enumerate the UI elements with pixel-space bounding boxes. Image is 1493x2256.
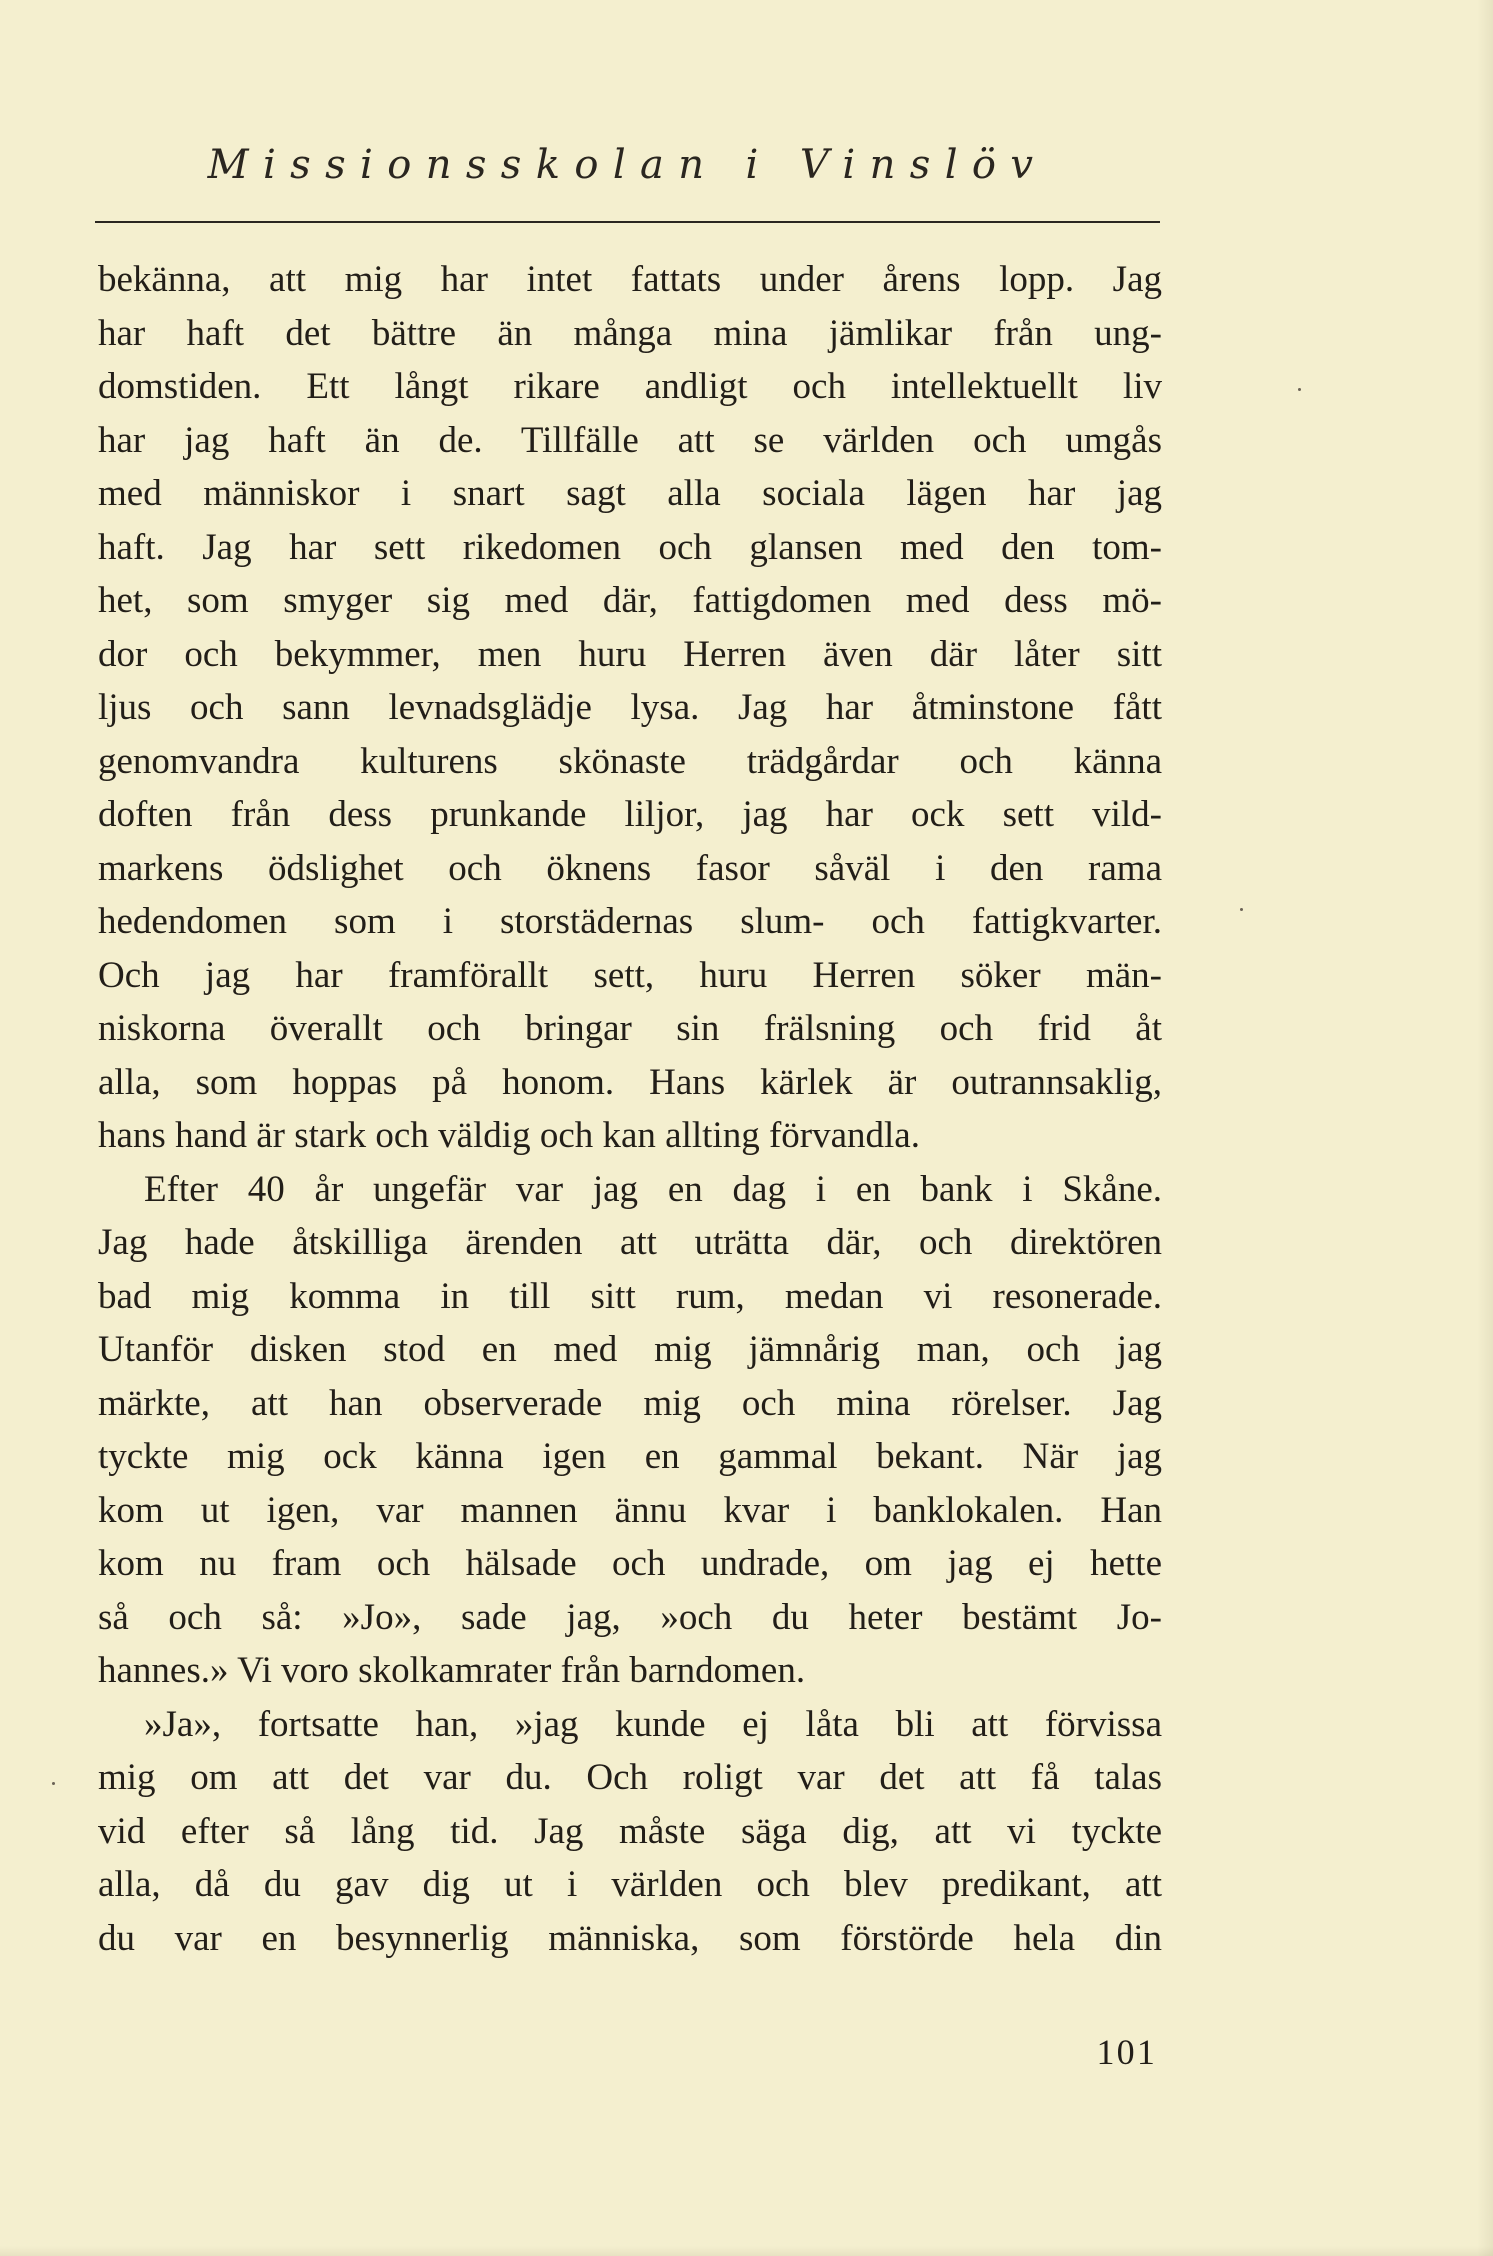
text-line: ljus och sann levnadsglädje lysa. Jag har åtminstone fått — [98, 687, 1162, 728]
text-line: har jag haft än de. Tillfälle att se världen och umgås — [98, 419, 1162, 461]
header-rule — [95, 221, 1160, 223]
text-line: domstiden. Ett långt rikare andligt och intellektuellt liv — [98, 366, 1162, 407]
text-line: alla, som hoppas på honom. Hans kärlek är outrannsaklig, — [98, 1061, 1162, 1103]
text-line: hans hand är stark och väldig och kan allting förvandla. — [98, 1115, 920, 1156]
paragraph — [98, 253, 1162, 1163]
paragraph — [98, 1163, 1162, 1698]
text-line: kom nu fram och hälsade och undrade, om jag ej hette — [98, 1543, 1162, 1584]
paper-speck — [1298, 388, 1301, 391]
text-line: vid efter så lång tid. Jag måste säga dig, att vi tyckte — [98, 1810, 1162, 1852]
text-line: kom ut igen, var mannen ännu kvar i banklokalen. Han — [98, 1489, 1162, 1531]
text-line: märkte, att han observerade mig och mina rörelser. Jag — [98, 1382, 1162, 1424]
running-head: Missionsskolan i Vinslöv — [207, 142, 1048, 188]
page-edge-shadow-bottom — [0, 2246, 1493, 2256]
text-line: Utanför disken stod en med mig jämnårig man, och jag — [98, 1329, 1162, 1370]
text-line: »Ja», fortsatte han, »jag kunde ej låta bli att förvissa — [144, 1703, 1162, 1745]
text-line: doften från dess prunkande liljor, jag har ock sett vild- — [98, 794, 1162, 835]
paragraph — [98, 1698, 1162, 1966]
text-line: med människor i snart sagt alla sociala lägen har jag — [98, 473, 1162, 514]
text-line: genomvandra kulturens skönaste trädgårdar och känna — [98, 740, 1162, 782]
text-line: markens ödslighet och öknens fasor såväl i den rama — [98, 847, 1162, 889]
text-line: bekänna, att mig har intet fattats under årens lopp. Jag — [98, 259, 1162, 300]
text-line: dor och bekymmer, men huru Herren även där låter sitt — [98, 633, 1162, 675]
text-line: het, som smyger sig med där, fattigdomen med dess mö- — [98, 580, 1162, 621]
text-line: har haft det bättre än många mina jämlikar från ung- — [98, 312, 1162, 354]
text-line: haft. Jag har sett rikedomen och glansen med den tom- — [98, 526, 1162, 568]
text-line: hedendomen som i storstädernas slum- och fattigkvarter. — [98, 901, 1162, 942]
text-line: du var en besynnerlig människa, som förstörde hela din — [98, 1917, 1162, 1959]
text-line: niskorna överallt och bringar sin frälsning och frid åt — [98, 1008, 1162, 1049]
text-line: hannes.» Vi voro skolkamrater från barndomen. — [98, 1650, 806, 1691]
paper-speck — [1240, 908, 1243, 911]
page-number: 101 — [1096, 2032, 1157, 2072]
text-line: Jag hade åtskilliga ärenden att uträtta där, och direktören — [98, 1222, 1162, 1263]
page-edge-shadow-right — [1477, 0, 1493, 2256]
text-line: Efter 40 år ungefär var jag en dag i en bank i Skåne. — [144, 1168, 1162, 1210]
text-line: Och jag har framförallt sett, huru Herren söker män- — [98, 954, 1162, 996]
text-line: alla, då du gav dig ut i världen och blev predikant, att — [98, 1864, 1162, 1905]
text-line: så och så: »Jo», sade jag, »och du heter bestämt Jo- — [98, 1596, 1162, 1638]
text-line: tyckte mig ock känna igen en gammal bekant. När jag — [98, 1436, 1162, 1477]
body-text — [98, 253, 1162, 1965]
text-line: mig om att det var du. Och roligt var det att få talas — [98, 1757, 1162, 1798]
text-line: bad mig komma in till sitt rum, medan vi resonerade. — [98, 1275, 1162, 1317]
paper-speck — [52, 1782, 55, 1785]
